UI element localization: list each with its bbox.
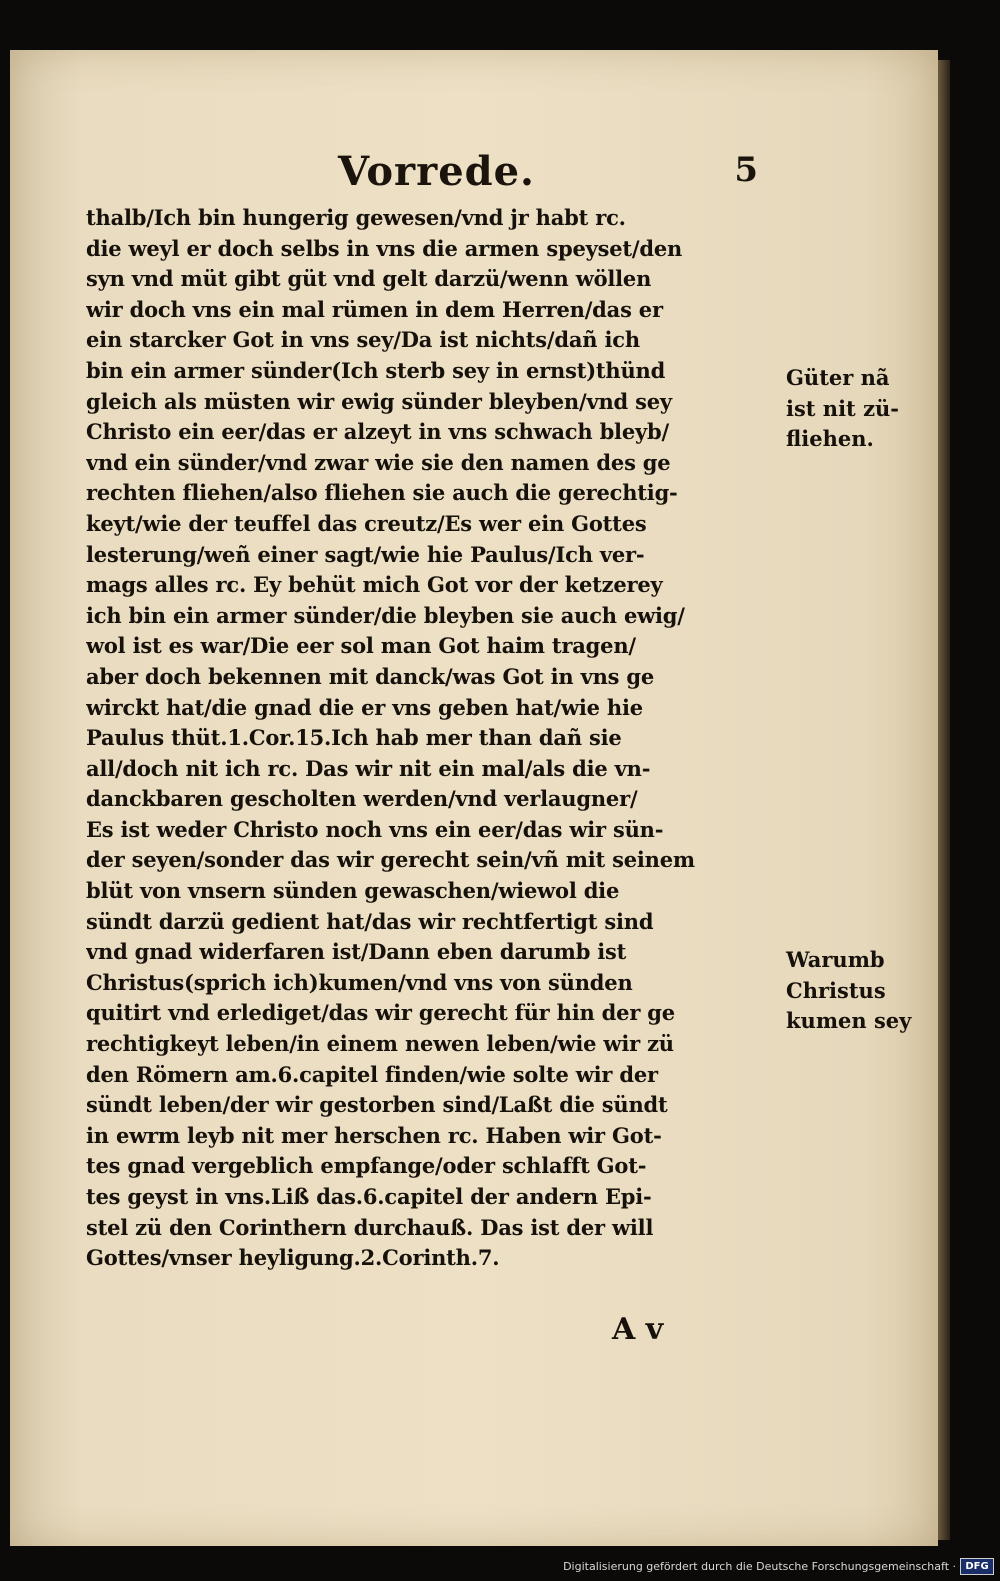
text-line: Christo ein eer/das er alzeyt in vns schwach bleyb/ — [86, 419, 669, 445]
marginal-line: ist nit zü- — [786, 395, 899, 421]
marginal-line: Güter nã — [786, 365, 890, 390]
text-line: Gottes/vnser heyligung.2.Corinth.7. — [86, 1245, 500, 1271]
text-line: stel zü den Corinthern durchauß. Das ist der will — [86, 1214, 654, 1240]
text-line: all/doch nit ich rc. Das wir nit ein mal/als die vn- — [86, 755, 651, 781]
text-line: thalb/Ich bin hungerig gewesen/vnd jr habt rc. — [86, 205, 626, 230]
text-line: syn vnd müt gibt güt vnd gelt darzü/wenn wöllen — [86, 266, 652, 292]
text-line: vnd gnad widerfaren ist/Dann eben darumb ist — [86, 939, 627, 965]
text-line: ein starcker Got in vns sey/Da ist nichts/dañ ich — [86, 327, 640, 353]
text-line: den Römern am.6.capitel finden/wie solte wir der — [86, 1061, 658, 1087]
text-line: gleich als müsten wir ewig sünder bleyben/vnd sey — [86, 388, 672, 414]
text-line: Es ist weder Christo noch vns ein eer/das wir sün- — [86, 816, 664, 842]
text-line: der seyen/sonder das wir gerecht sein/vñ mit seinem — [86, 847, 695, 873]
text-line: in ewrm leyb nit mer herschen rc. Haben wir Got- — [86, 1122, 662, 1148]
text-line: quitirt vnd erlediget/das wir gerecht für hin der ge — [86, 1000, 675, 1026]
text-line: rechtigkeyt leben/in einem newen leben/wie wir zü — [86, 1031, 674, 1057]
text-line: wirckt hat/die gnad die er vns geben hat/wie hie — [86, 694, 643, 720]
text-line: ich bin ein armer sünder/die bleyben sie auch ewig/ — [86, 602, 685, 628]
text-line: keyt/wie der teuffel das creutz/Es wer ein Gottes — [86, 510, 647, 536]
marginal-line: kumen sey — [786, 1008, 912, 1034]
text-line: wol ist es war/Die eer sol man Got haim tragen/ — [86, 633, 636, 659]
text-line: mags alles rc. Ey behüt mich Got vor der ketzerey — [86, 572, 663, 598]
text-line: sündt darzü gedient hat/das wir rechtfertigt sind — [86, 908, 654, 934]
signature-mark: A v — [612, 1312, 664, 1347]
digitization-footer — [0, 1552, 1000, 1581]
text-line: wir doch vns ein mal rümen in dem Herren/das er — [86, 296, 663, 322]
marginal-line: Christus — [786, 977, 886, 1003]
text-line: lesterung/weñ einer sagt/wie hie Paulus/Ich ver- — [86, 541, 645, 567]
marginal-note-1 — [786, 363, 936, 455]
marginal-line: fliehen. — [786, 426, 874, 452]
page-header — [338, 148, 758, 208]
text-line: rechten fliehen/also fliehen sie auch die gerechtig- — [86, 480, 678, 506]
text-line: tes gnad vergeblich empfange/oder schlafft Got- — [86, 1153, 647, 1179]
folio-number: 5 — [734, 150, 758, 190]
text-line: tes geyst in vns.Liß das.6.capitel der andern Epi- — [86, 1184, 652, 1209]
text-line: sündt leben/der wir gestorben sind/Laßt die sündt — [86, 1092, 668, 1118]
text-line: die weyl er doch selbs in vns die armen speyset/den — [86, 235, 683, 261]
text-line: aber doch bekennen mit danck/was Got in vns ge — [86, 663, 655, 689]
running-title: Vorrede. — [338, 148, 535, 195]
main-text-block — [86, 203, 776, 1274]
dfg-logo: DFG — [960, 1558, 994, 1575]
text-line: blüt von vnsern sünden gewaschen/wiewol die — [86, 878, 620, 904]
text-line: vnd ein sünder/vnd zwar wie sie den namen des ge — [86, 449, 671, 475]
text-line: danckbaren gescholten werden/vnd verlaugner/ — [86, 786, 638, 812]
page-edge-shadow — [938, 60, 950, 1540]
text-line: Paulus thüt.1.Cor.15.Ich hab mer than dañ sie — [86, 725, 622, 751]
text-line: Christus(sprich ich)kumen/vnd vns von sünden — [86, 969, 633, 995]
marginal-line: Warumb — [786, 947, 885, 972]
text-line: bin ein armer sünder(Ich sterb sey in ernst)thünd — [86, 357, 666, 383]
marginal-note-2 — [786, 945, 936, 1037]
funding-credit: Digitalisierung gefördert durch die Deutsche Forschungsgemeinschaft · — [563, 1560, 956, 1573]
